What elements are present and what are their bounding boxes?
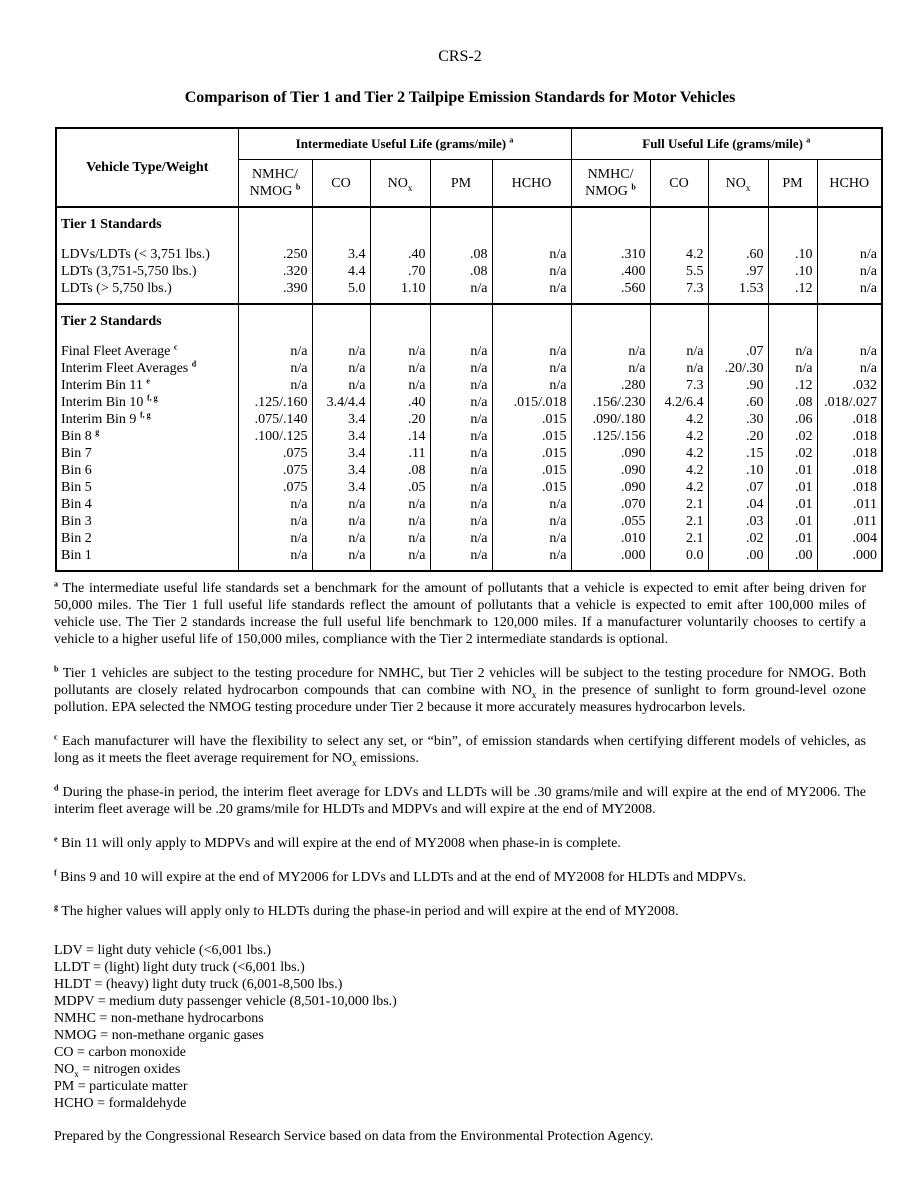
table-cell: n/a xyxy=(430,343,492,360)
row-label: Bin 2 xyxy=(56,530,238,547)
table-cell: n/a xyxy=(430,513,492,530)
table-cell: .018 xyxy=(817,479,882,496)
tier1-title: Tier 1 Standards xyxy=(56,207,238,240)
table-cell: n/a xyxy=(370,530,430,547)
table-cell: n/a xyxy=(312,343,370,360)
vehicle-type-header: Vehicle Type/Weight xyxy=(56,128,238,207)
table-cell: n/a xyxy=(430,462,492,479)
table-cell: n/a xyxy=(370,360,430,377)
table-cell: .310 xyxy=(571,246,650,263)
spacer-row xyxy=(56,564,882,571)
table-cell: n/a xyxy=(238,360,312,377)
table-cell: n/a xyxy=(768,343,817,360)
table-row xyxy=(56,428,882,445)
table-cell: n/a xyxy=(571,360,650,377)
full-life-header: Full Useful Life (grams/mile) $^a$ xyxy=(571,128,882,160)
table-cell: n/a xyxy=(430,496,492,513)
table-cell: .320 xyxy=(238,263,312,280)
table-cell: .20 xyxy=(708,428,768,445)
table-cell: .011 xyxy=(817,513,882,530)
table-cell: n/a xyxy=(650,360,708,377)
table-cell: n/a xyxy=(430,411,492,428)
table-cell: .20/.30 xyxy=(708,360,768,377)
table-cell: n/a xyxy=(492,496,571,513)
table-cell: n/a xyxy=(492,343,571,360)
table-cell: .01 xyxy=(768,496,817,513)
table-cell: .10 xyxy=(768,263,817,280)
definitions-list xyxy=(54,942,866,1112)
table-cell: .015 xyxy=(492,428,571,445)
table-cell: .06 xyxy=(768,411,817,428)
table-cell: .02 xyxy=(768,445,817,462)
table-cell: .00 xyxy=(768,547,817,564)
table-cell: n/a xyxy=(817,246,882,263)
row-label: LDVs/LDTs (< 3,751 lbs.) xyxy=(56,246,238,263)
table-cell: .018 xyxy=(817,462,882,479)
table-cell: n/a xyxy=(492,360,571,377)
row-label: Bin 8 $^g$ xyxy=(56,428,238,445)
table-cell: 3.4 xyxy=(312,462,370,479)
table-cell: 1.53 xyxy=(708,280,768,297)
row-label: Interim Fleet Averages $^d$ xyxy=(56,360,238,377)
table-cell: n/a xyxy=(817,343,882,360)
footnotes xyxy=(54,580,866,937)
table-cell: .015/.018 xyxy=(492,394,571,411)
table-cell: n/a xyxy=(768,360,817,377)
table-cell: .15 xyxy=(708,445,768,462)
row-label: Bin 7 xyxy=(56,445,238,462)
definition-item: NMHC = non-methane hydrocarbons xyxy=(54,1011,264,1026)
table-cell: n/a xyxy=(370,547,430,564)
footnote-b: $^b$ Tier 1 vehicles are subject to the testing procedure for NMHC, but Tier 2 vehicles will be subject to the testing procedure for NMOG. Both pollutants are closely related hydrocarbon compounds that can combine with $NO_x$ in the presence of sunlight to form ground-level ozone pollution. EPA selected the NMOG testing procedure under Tier 2 because it more accurately measures hydrocarbon levels. xyxy=(54,664,866,715)
table-cell: n/a xyxy=(238,496,312,513)
table-cell: n/a xyxy=(492,530,571,547)
table-cell: n/a xyxy=(492,263,571,280)
table-cell: .018 xyxy=(817,445,882,462)
row-label: Final Fleet Average $^c$ xyxy=(56,343,238,360)
table-cell: 4.2 xyxy=(650,445,708,462)
table-cell: 3.4 xyxy=(312,428,370,445)
table-cell: .560 xyxy=(571,280,650,297)
row-label: Interim Bin 11 $^e$ xyxy=(56,377,238,394)
table-cell: .04 xyxy=(708,496,768,513)
footnote-f: $^f$ Bins 9 and 10 will expire at the end of MY2006 for LDVs and LLDTs and at the end of MY2008 for HLDTs and MDPVs. xyxy=(54,868,747,885)
table-cell: .004 xyxy=(817,530,882,547)
footnote-c: $^c$ Each manufacturer will have the flexibility to select any set, or “bin”, of emission standards when certifying different models of vehicles, as long as it meets the fleet average requirement for $NO_x$ emissions. xyxy=(54,732,866,768)
table-cell: .100/.125 xyxy=(238,428,312,445)
table-cell: .018 xyxy=(817,411,882,428)
table-cell: .08 xyxy=(370,462,430,479)
table-cell: .075/.140 xyxy=(238,411,312,428)
row-label: Bin 6 xyxy=(56,462,238,479)
table-cell: .125/.160 xyxy=(238,394,312,411)
table-cell: .10 xyxy=(768,246,817,263)
table-cell: n/a xyxy=(650,343,708,360)
table-cell: .12 xyxy=(768,280,817,297)
tier2-section-row xyxy=(56,304,882,337)
table-cell: .00 xyxy=(708,547,768,564)
definition-item: CO = carbon monoxide xyxy=(54,1045,186,1060)
table-cell: .08 xyxy=(430,246,492,263)
table-cell: .01 xyxy=(768,479,817,496)
table-cell: .11 xyxy=(370,445,430,462)
table-cell: 0.0 xyxy=(650,547,708,564)
table-cell: n/a xyxy=(492,246,571,263)
table-cell: n/a xyxy=(238,343,312,360)
table-row xyxy=(56,246,882,263)
table-cell: .60 xyxy=(708,394,768,411)
row-label: Bin 5 xyxy=(56,479,238,496)
table-cell: .015 xyxy=(492,479,571,496)
table-cell: 7.3 xyxy=(650,377,708,394)
definition-item: LDV = light duty vehicle (<6,001 lbs.) xyxy=(54,943,271,958)
table-cell: .011 xyxy=(817,496,882,513)
table-row xyxy=(56,462,882,479)
table-cell: .03 xyxy=(708,513,768,530)
table-row xyxy=(56,547,882,564)
table-cell: 4.2 xyxy=(650,428,708,445)
table-cell: .090 xyxy=(571,462,650,479)
table-cell: 5.5 xyxy=(650,263,708,280)
col-header-int-0: NMHC/ NMOG $^b$ xyxy=(238,160,312,208)
footnote-a: $^a$ The intermediate useful life standards set a benchmark for the amount of pollutants that a vehicle is expected to emit after being driven for 50,000 miles. The Tier 1 full useful life standards reflect the amount of pollutants that a vehicle is expected to emit after 100,000 miles of vehicle use. The Tier 2 standards increase the full useful life benchmark to 120,000 miles. If a manufacturer voluntarily chooses to certify a vehicle to a higher useful life of 150,000 miles, compliance with the Tier 2 intermediate standards is optional. xyxy=(54,579,866,647)
table-cell: 7.3 xyxy=(650,280,708,297)
table-row xyxy=(56,513,882,530)
table-cell: n/a xyxy=(238,377,312,394)
definition-item: HLDT = (heavy) light duty truck (6,001-8,500 lbs.) xyxy=(54,977,343,992)
table-cell: .01 xyxy=(768,462,817,479)
table-cell: .015 xyxy=(492,462,571,479)
table-row xyxy=(56,360,882,377)
table-cell: 4.2 xyxy=(650,246,708,263)
table-cell: .015 xyxy=(492,445,571,462)
table-cell: .090 xyxy=(571,479,650,496)
table-cell: n/a xyxy=(430,445,492,462)
table-cell: .075 xyxy=(238,445,312,462)
table-cell: 5.0 xyxy=(312,280,370,297)
table-row xyxy=(56,530,882,547)
table-cell: 3.4 xyxy=(312,479,370,496)
table-header-row-groups xyxy=(56,128,882,160)
row-label: Bin 4 xyxy=(56,496,238,513)
definition-item: LLDT = (light) light duty truck (<6,001 lbs.) xyxy=(54,960,305,975)
table-cell: .07 xyxy=(708,479,768,496)
table-cell: 3.4/4.4 xyxy=(312,394,370,411)
table-cell: n/a xyxy=(238,513,312,530)
table-cell: n/a xyxy=(817,263,882,280)
table-cell: 2.1 xyxy=(650,513,708,530)
table-cell: 4.2 xyxy=(650,411,708,428)
table-cell: .156/.230 xyxy=(571,394,650,411)
table-row xyxy=(56,377,882,394)
col-header-int-4: HCHO xyxy=(492,160,571,208)
row-label: LDTs (> 5,750 lbs.) xyxy=(56,280,238,297)
definition-item: $NO_x$ = nitrogen oxides xyxy=(54,1062,181,1079)
table-cell: .07 xyxy=(708,343,768,360)
col-header-full-1: CO xyxy=(650,160,708,208)
table-cell: n/a xyxy=(370,496,430,513)
table-cell: n/a xyxy=(492,377,571,394)
table-cell: n/a xyxy=(430,530,492,547)
table-cell: .20 xyxy=(370,411,430,428)
table-cell: .090/.180 xyxy=(571,411,650,428)
col-header-int-2: $NO_x$ xyxy=(370,160,430,208)
table-cell: .055 xyxy=(571,513,650,530)
col-header-full-3: PM xyxy=(768,160,817,208)
footnote-e: $^e$ Bin 11 will only apply to MDPVs and will expire at the end of MY2008 when phase-in is complete. xyxy=(54,834,621,851)
table-cell: .08 xyxy=(768,394,817,411)
table-cell: .015 xyxy=(492,411,571,428)
table-cell: .01 xyxy=(768,513,817,530)
table-row xyxy=(56,280,882,297)
table-cell: n/a xyxy=(312,360,370,377)
table-cell: .018 xyxy=(817,428,882,445)
table-cell: .090 xyxy=(571,445,650,462)
definition-item: NMOG = non-methane organic gases xyxy=(54,1028,264,1043)
table-cell: .12 xyxy=(768,377,817,394)
table-cell: n/a xyxy=(430,479,492,496)
table-cell: .280 xyxy=(571,377,650,394)
table-cell: .02 xyxy=(708,530,768,547)
table-cell: .05 xyxy=(370,479,430,496)
table-cell: 2.1 xyxy=(650,530,708,547)
table-cell: 4.2 xyxy=(650,462,708,479)
table-row xyxy=(56,263,882,280)
table-cell: .90 xyxy=(708,377,768,394)
row-label: Bin 1 xyxy=(56,547,238,564)
table-row xyxy=(56,411,882,428)
page-header: CRS-2 xyxy=(438,48,482,65)
table-cell: n/a xyxy=(370,513,430,530)
footnote-g: $^g$ The higher values will apply only to HLDTs during the phase-in period and will expire at the end of MY2008. xyxy=(54,902,679,919)
table-cell: .40 xyxy=(370,394,430,411)
table-cell: 1.10 xyxy=(370,280,430,297)
table-cell: .30 xyxy=(708,411,768,428)
table-cell: n/a xyxy=(430,360,492,377)
table-cell: .075 xyxy=(238,462,312,479)
table-cell: n/a xyxy=(817,280,882,297)
tier1-section-row xyxy=(56,207,882,240)
table-cell: .97 xyxy=(708,263,768,280)
table-cell: .70 xyxy=(370,263,430,280)
spacer-row xyxy=(56,297,882,304)
table-cell: 2.1 xyxy=(650,496,708,513)
table-cell: n/a xyxy=(817,360,882,377)
table-cell: n/a xyxy=(370,343,430,360)
table-cell: .40 xyxy=(370,246,430,263)
col-header-full-4: HCHO xyxy=(817,160,882,208)
definition-item: PM = particulate matter xyxy=(54,1079,188,1094)
table-cell: n/a xyxy=(571,343,650,360)
table-cell: .018/.027 xyxy=(817,394,882,411)
table-cell: n/a xyxy=(312,496,370,513)
table-cell: n/a xyxy=(430,280,492,297)
table-cell: n/a xyxy=(430,428,492,445)
row-label: Interim Bin 10 $^{f, g}$ xyxy=(56,394,238,411)
table-cell: n/a xyxy=(492,280,571,297)
table-cell: .08 xyxy=(430,263,492,280)
col-header-full-0: NMHC/ NMOG $^b$ xyxy=(571,160,650,208)
col-header-full-2: $NO_x$ xyxy=(708,160,768,208)
table-cell: 4.2 xyxy=(650,479,708,496)
col-header-int-1: CO xyxy=(312,160,370,208)
table-cell: n/a xyxy=(312,530,370,547)
emission-standards-table xyxy=(55,127,883,572)
table-cell: .070 xyxy=(571,496,650,513)
table-row xyxy=(56,394,882,411)
table-cell: n/a xyxy=(430,394,492,411)
table-cell: n/a xyxy=(370,377,430,394)
table-row xyxy=(56,343,882,360)
row-label: Interim Bin 9 $^{f, g}$ xyxy=(56,411,238,428)
table-cell: .400 xyxy=(571,263,650,280)
table-cell: .000 xyxy=(817,547,882,564)
page-title: Comparison of Tier 1 and Tier 2 Tailpipe Emission Standards for Motor Vehicles xyxy=(184,89,736,106)
table-cell: n/a xyxy=(312,377,370,394)
table-body xyxy=(56,207,882,571)
table-cell: 3.4 xyxy=(312,445,370,462)
tier2-title: Tier 2 Standards xyxy=(56,304,238,337)
table-cell: .14 xyxy=(370,428,430,445)
table-cell: .60 xyxy=(708,246,768,263)
table-cell: .010 xyxy=(571,530,650,547)
source-note: Prepared by the Congressional Research Service based on data from the Environmental Protection Agency. xyxy=(54,1129,654,1144)
table-cell: n/a xyxy=(312,547,370,564)
definition-item: MDPV = medium duty passenger vehicle (8,501-10,000 lbs.) xyxy=(54,994,397,1009)
table-cell: n/a xyxy=(238,530,312,547)
row-label: LDTs (3,751-5,750 lbs.) xyxy=(56,263,238,280)
intermediate-life-header: Intermediate Useful Life (grams/mile) $^a$ xyxy=(238,128,571,160)
table-cell: .02 xyxy=(768,428,817,445)
table-cell: 3.4 xyxy=(312,411,370,428)
table-cell: .10 xyxy=(708,462,768,479)
table-row xyxy=(56,445,882,462)
definition-item: HCHO = formaldehyde xyxy=(54,1096,187,1111)
table-row xyxy=(56,496,882,513)
table-cell: n/a xyxy=(492,547,571,564)
table-cell: 3.4 xyxy=(312,246,370,263)
table-cell: .390 xyxy=(238,280,312,297)
footnote-d: $^d$ During the phase-in period, the interim fleet average for LDVs and LLDTs will be .30 grams/mile and will expire at the end of MY2006. The interim fleet average will be .20 grams/mile for HLDTs and MDPVs and will expire at the end of MY2008. xyxy=(54,783,866,817)
table-row xyxy=(56,479,882,496)
table-cell: 4.4 xyxy=(312,263,370,280)
table-cell: n/a xyxy=(238,547,312,564)
table-cell: n/a xyxy=(492,513,571,530)
table-cell: .250 xyxy=(238,246,312,263)
row-label: Bin 3 xyxy=(56,513,238,530)
table-cell: .075 xyxy=(238,479,312,496)
table-cell: n/a xyxy=(430,547,492,564)
table-cell: .01 xyxy=(768,530,817,547)
col-header-int-3: PM xyxy=(430,160,492,208)
table-cell: .000 xyxy=(571,547,650,564)
table-cell: .032 xyxy=(817,377,882,394)
table-cell: n/a xyxy=(430,377,492,394)
table-cell: 4.2/6.4 xyxy=(650,394,708,411)
table-cell: .125/.156 xyxy=(571,428,650,445)
table-cell: n/a xyxy=(312,513,370,530)
